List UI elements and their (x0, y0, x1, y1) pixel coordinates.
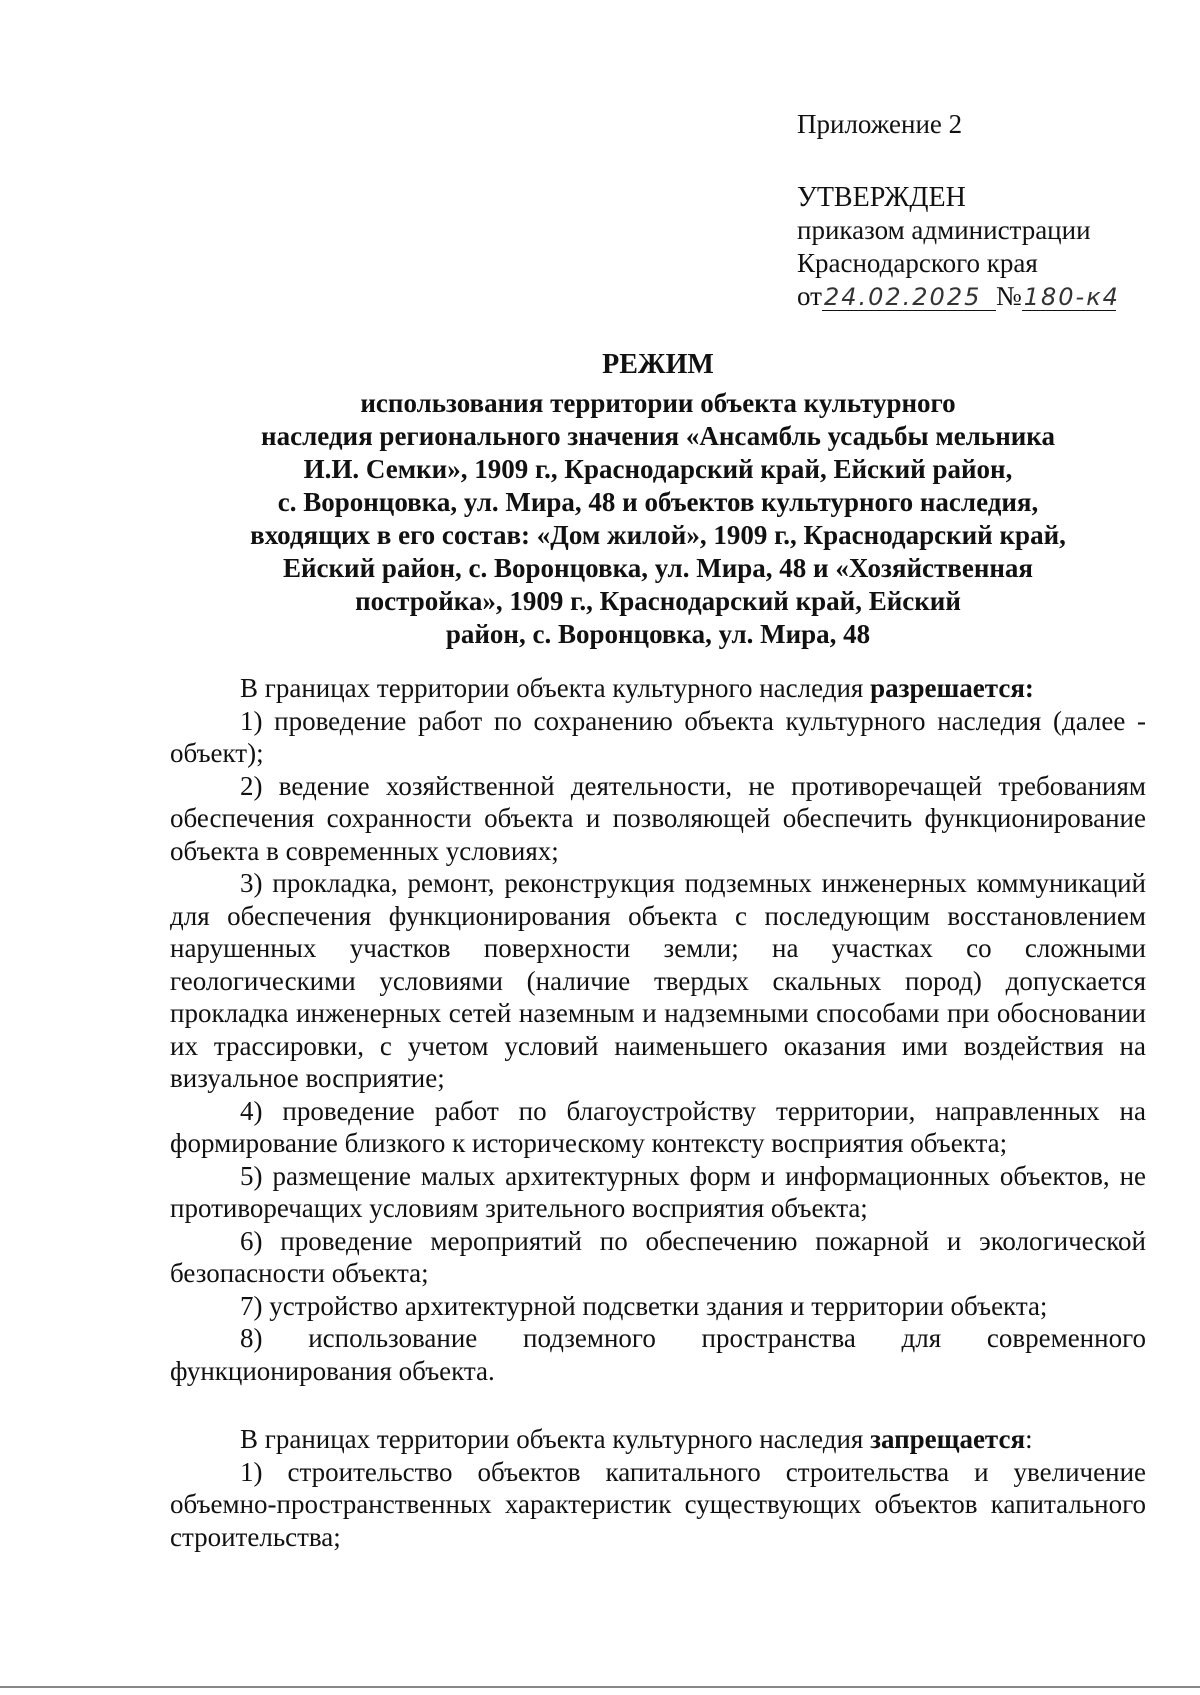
allowed-item: 1) проведение работ по сохранению объекта культурного наследия (далее - объект); (170, 705, 1146, 768)
handwritten-number: 180-к4 (1023, 283, 1120, 311)
approval-stamp-block (797, 108, 1120, 313)
allowed-item: 2) ведение хозяйственной деятельности, не противоречащей требованиям обеспечения сохранности объекта и позволяющей обеспечить функционирование объекта в современных условиях; (170, 770, 1146, 866)
allowed-item: 5) размещение малых архитектурных форм и информационных объектов, не противоречащих условиям зрительного восприятия объекта; (170, 1160, 1146, 1223)
title-line: район, с. Воронцовка, ул. Мира, 48 (445, 619, 871, 649)
handwritten-date: 24.02.2025 (822, 284, 996, 311)
allowed-item: 8) использование подземного пространства для современного функционирования объекта. (170, 1323, 1146, 1386)
title-line: постройка», 1909 г., Краснодарский край, Ейский (355, 586, 961, 616)
title-line: использования территории объекта культурного (360, 388, 956, 418)
date-prefix: от (797, 281, 822, 311)
section-gap (170, 1387, 1146, 1423)
allowed-item: 7) устройство архитектурной подсветки здания и территории объекта; (240, 1290, 1048, 1321)
forbidden-intro (170, 1423, 1146, 1456)
forbidden-item: 1) строительство объектов капитального строительства и увеличение объемно-пространственных характеристик существующих объектов капитального строительства; (170, 1456, 1146, 1552)
allowed-intro-bold: разрешается: (870, 673, 1034, 703)
number-prefix: № (995, 281, 1022, 311)
document-body (170, 672, 1146, 1553)
allowed-item: 4) проведение работ по благоустройству территории, направленных на формирование близкого к историческому контексту восприятия объекта; (170, 1095, 1146, 1158)
title-line: И.И. Семки», 1909 г., Краснодарский край, Ейский район, (303, 454, 1013, 484)
forbidden-intro-tail: : (1025, 1424, 1033, 1454)
title-line: наследия регионального значения «Ансамбль усадьбы мельника (261, 421, 1055, 451)
document-title-block (170, 348, 1146, 651)
allowed-item: 6) проведение мероприятий по обеспечению пожарной и экологической безопасности объекта; (170, 1225, 1146, 1288)
document-title: РЕЖИМ (602, 349, 714, 380)
date-number-line (797, 280, 1120, 313)
title-line: входящих в его состав: «Дом жилой», 1909 г., Краснодарский край, (250, 520, 1066, 550)
allowed-item: 3) прокладка, ремонт, реконструкция подземных инженерных коммуникаций для обеспечения функционирования объекта с последующим восстановлением нарушенных участков поверхности земли; на участках со сложными геологическими условиями (наличие твердых скальных пород) допускается прокладка инженерных сетей наземным и надземными способами при обосновании их трассировки, с учетом условий наименьшего оказания ими воздействия на визуальное восприятие; (170, 868, 1146, 1093)
title-line: с. Воронцовка, ул. Мира, 48 и объектов культурного наследия, (277, 487, 1039, 517)
approval-line-2: Краснодарского края (797, 248, 1038, 278)
allowed-intro-text: В границах территории объекта культурного наследия (240, 673, 871, 703)
title-line: Ейский район, с. Воронцовка, ул. Мира, 48 и «Хозяйственная (282, 553, 1034, 583)
appendix-label: Приложение 2 (797, 109, 963, 139)
approval-line-1: приказом администрации (797, 215, 1091, 245)
approved-heading: УТВЕРЖДЕН (797, 182, 966, 213)
allowed-intro (170, 672, 1146, 705)
forbidden-intro-text: В границах территории объекта культурного наследия (240, 1424, 871, 1454)
forbidden-intro-bold: запрещается (870, 1424, 1026, 1454)
page-bottom-edge (0, 1686, 1200, 1688)
